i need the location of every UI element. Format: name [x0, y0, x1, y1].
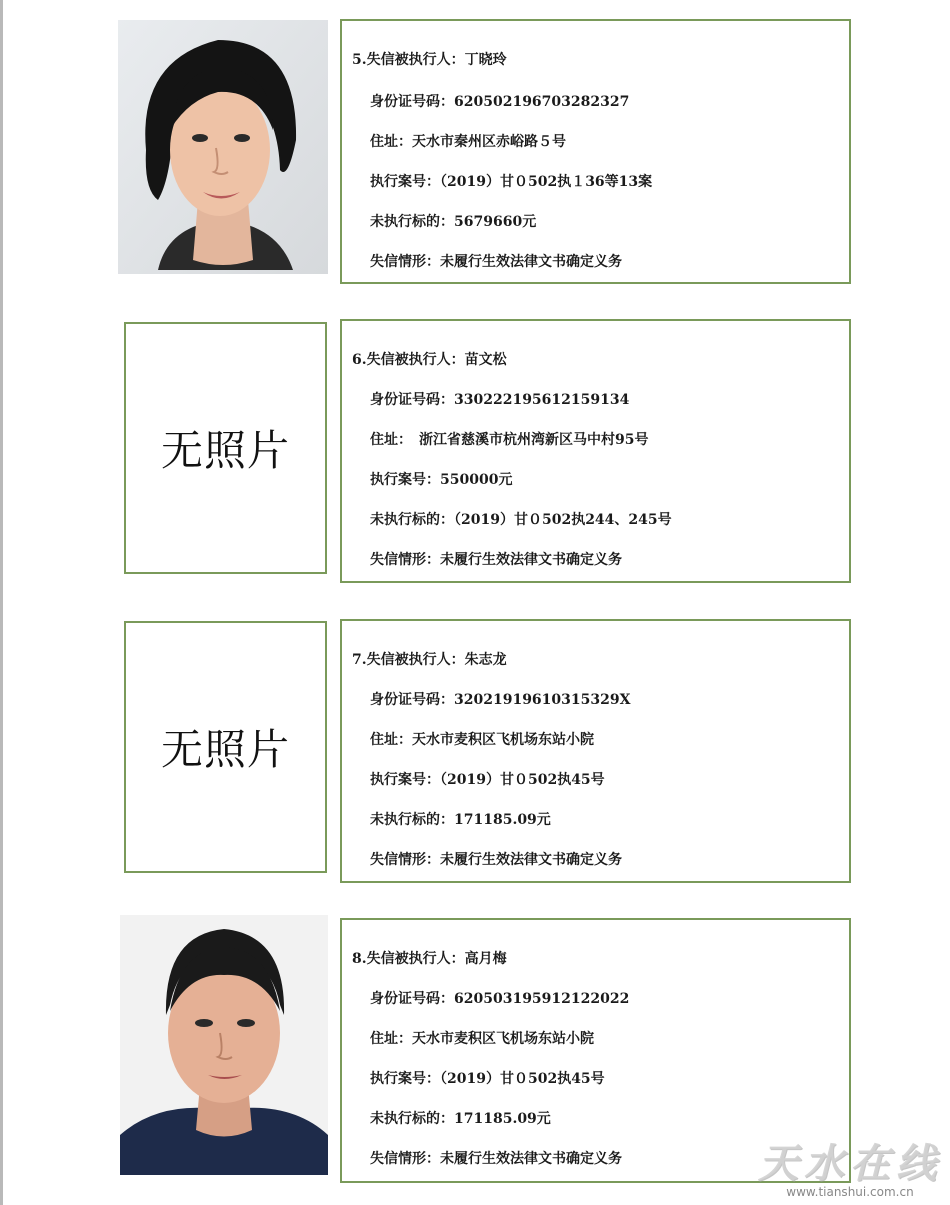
record-id-number: 身份证号码：620503195912122022 — [370, 991, 630, 1007]
record-id-number: 身份证号码：620502196703282327 — [370, 94, 630, 110]
site-watermark — [758, 1132, 942, 1199]
no-photo-box-6 — [124, 322, 327, 574]
no-photo-label: 无照片 — [160, 426, 290, 475]
record-amount: 未执行标的：（2019）甘０502执244、245号 — [370, 512, 672, 528]
record-situation: 失信情形：未履行生效法律文书确定义务 — [370, 254, 622, 270]
record-amount: 未执行标的：5679660元 — [370, 214, 537, 230]
record-case-number: 执行案号：（2019）甘０502执45号 — [370, 772, 605, 788]
record-address: 住址：天水市麦积区飞机场东站小院 — [370, 732, 594, 748]
record-card-5 — [340, 19, 851, 284]
person-photo-8 — [120, 915, 328, 1175]
record-heading: 7.失信被执行人：朱志龙 — [352, 652, 507, 668]
record-address: 住址：天水市秦州区赤峪路５号 — [370, 134, 566, 150]
watermark-logo: 天水在线 — [758, 1141, 942, 1187]
record-situation: 失信情形：未履行生效法律文书确定义务 — [370, 1151, 622, 1167]
no-photo-label: 无照片 — [160, 725, 290, 774]
record-amount: 未执行标的：171185.09元 — [370, 1111, 551, 1127]
record-amount: 未执行标的：171185.09元 — [370, 812, 551, 828]
record-situation: 失信情形：未履行生效法律文书确定义务 — [370, 852, 622, 868]
record-case-number: 执行案号：（2019）甘０502执45号 — [370, 1071, 605, 1087]
record-card-6 — [340, 319, 851, 583]
record-id-number: 身份证号码：330222195612159134 — [370, 392, 630, 408]
record-heading: 6.失信被执行人：苗文松 — [352, 352, 507, 368]
record-heading: 8.失信被执行人：高月梅 — [352, 951, 507, 967]
record-address: 住址： 浙江省慈溪市杭州湾新区马中村95号 — [370, 432, 649, 448]
record-situation: 失信情形：未履行生效法律文书确定义务 — [370, 552, 622, 568]
record-card-7 — [340, 619, 851, 883]
record-id-number: 身份证号码：32021919610315329X — [370, 692, 631, 708]
watermark-url: www.tianshui.com.cn — [786, 1185, 914, 1199]
record-case-number: 执行案号：550000元 — [370, 472, 513, 488]
no-photo-box-7 — [124, 621, 327, 873]
record-address: 住址：天水市麦积区飞机场东站小院 — [370, 1031, 594, 1047]
record-case-number: 执行案号：（2019）甘０502执１36等13案 — [370, 174, 653, 190]
page-left-rule — [0, 0, 3, 1205]
record-heading: 5.失信被执行人：丁晓玲 — [352, 52, 507, 68]
person-photo-5 — [118, 20, 328, 274]
